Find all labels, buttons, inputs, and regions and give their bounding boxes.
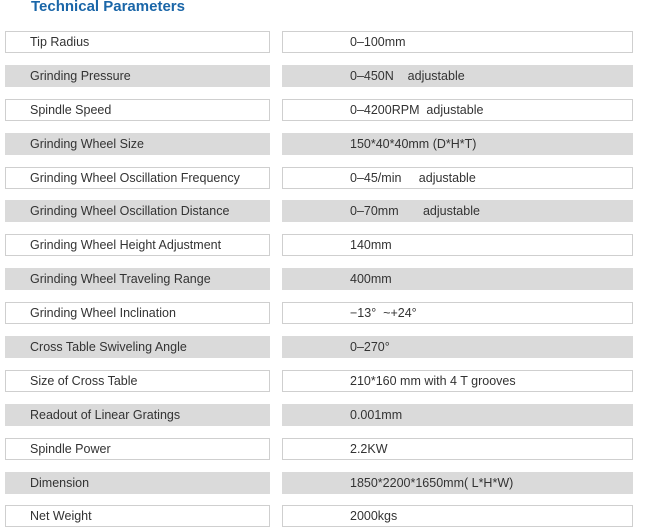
table-row	[5, 505, 633, 527]
row-value: 210*160 mm with 4 T grooves	[282, 370, 633, 392]
table-row	[5, 133, 633, 155]
table-row	[5, 268, 633, 290]
row-label: Dimension	[5, 472, 270, 494]
row-label: Net Weight	[5, 505, 270, 527]
row-value: 2.2KW	[282, 438, 633, 460]
table-row	[5, 65, 633, 87]
page-title: Technical Parameters	[31, 0, 185, 15]
table-row	[5, 404, 633, 426]
row-value: 0.001mm	[282, 404, 633, 426]
row-label: Grinding Wheel Inclination	[5, 302, 270, 324]
row-label: Grinding Wheel Oscillation Frequency	[5, 167, 270, 189]
row-label: Grinding Wheel Size	[5, 133, 270, 155]
table-row	[5, 370, 633, 392]
row-label: Size of Cross Table	[5, 370, 270, 392]
row-label: Grinding Pressure	[5, 65, 270, 87]
row-value: 400mm	[282, 268, 633, 290]
table-row	[5, 438, 633, 460]
row-value: 0–450N adjustable	[282, 65, 633, 87]
row-value: 0–4200RPM adjustable	[282, 99, 633, 121]
table-row	[5, 99, 633, 121]
row-value: 2000kgs	[282, 505, 633, 527]
row-label: Spindle Power	[5, 438, 270, 460]
row-value: 150*40*40mm (D*H*T)	[282, 133, 633, 155]
table-row	[5, 167, 633, 189]
row-label: Tip Radius	[5, 31, 270, 53]
row-label: Spindle Speed	[5, 99, 270, 121]
row-label: Grinding Wheel Oscillation Distance	[5, 200, 270, 222]
table-row	[5, 234, 633, 256]
row-label: Grinding Wheel Height Adjustment	[5, 234, 270, 256]
row-value: 140mm	[282, 234, 633, 256]
row-value: 0–270°	[282, 336, 633, 358]
row-value: 1850*2200*1650mm( L*H*W)	[282, 472, 633, 494]
table-row	[5, 336, 633, 358]
row-label: Grinding Wheel Traveling Range	[5, 268, 270, 290]
row-label: Readout of Linear Gratings	[5, 404, 270, 426]
row-value: 0–45/min adjustable	[282, 167, 633, 189]
table-row	[5, 302, 633, 324]
parameters-table	[5, 31, 633, 529]
row-value: −13° ~+24°	[282, 302, 633, 324]
table-row	[5, 472, 633, 494]
table-row	[5, 200, 633, 222]
row-label: Cross Table Swiveling Angle	[5, 336, 270, 358]
table-row	[5, 31, 633, 53]
row-value: 0–70mm adjustable	[282, 200, 633, 222]
row-value: 0–100mm	[282, 31, 633, 53]
